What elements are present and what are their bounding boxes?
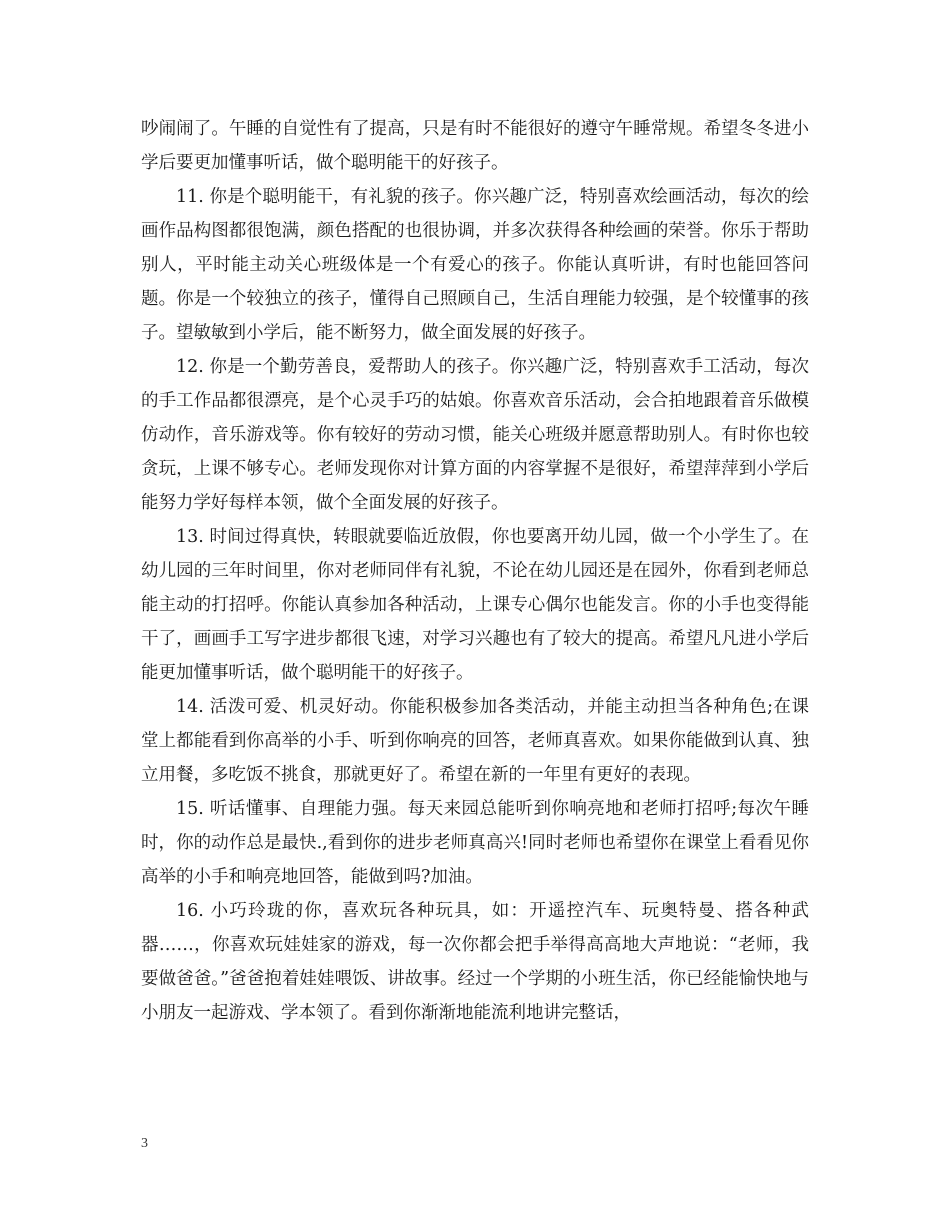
paragraph-continuation: 吵闹闹了。午睡的自觉性有了提高，只是有时不能很好的遵守午睡常规。希望冬冬进小学后要更加懂事听话，做个聪明能干的好孩子。 [141, 119, 809, 173]
page-number: 3 [141, 1136, 148, 1151]
document-body [141, 112, 809, 1030]
paragraph-item-16: 16. 小巧玲珑的你，喜欢玩各种玩具，如：开遥控汽车、玩奥特曼、搭各种武器……，你喜欢玩娃娃家的游戏，每一次你都会把手举得高高地大声地说：“老师，我要做爸爸。”爸爸抱着娃娃喂饭、讲故事。经过一个学期的小班生活，你已经能愉快地与小朋友一起游戏、学本领了。看到你渐渐地能流利地讲完整话， [141, 901, 809, 1023]
paragraph-item-11: 11. 你是个聪明能干，有礼貌的孩子。你兴趣广泛，特别喜欢绘画活动，每次的绘画作品构图都很饱满，颜色搭配的也很协调，并多次获得各种绘画的荣誉。你乐于帮助别人，平时能主动关心班级体是一个有爱心的孩子。你能认真听讲，有时也能回答问题。你是一个较独立的孩子，懂得自己照顾自己，生活自理能力较强，是个较懂事的孩子。望敏敏到小学后，能不断努力，做全面发展的好孩子。 [141, 187, 809, 343]
paragraph-item-12: 12. 你是一个勤劳善良，爱帮助人的孩子。你兴趣广泛，特别喜欢手工活动，每次的手工作品都很漂亮，是个心灵手巧的姑娘。你喜欢音乐活动，会合拍地跟着音乐做模仿动作，音乐游戏等。你有较好的劳动习惯，能关心班级并愿意帮助别人。有时你也较贪玩，上课不够专心。老师发现你对计算方面的内容掌握不是很好，希望萍萍到小学后能努力学好每样本领，做个全面发展的好孩子。 [141, 357, 809, 513]
paragraph-item-14: 14. 活泼可爱、机灵好动。你能积极参加各类活动，并能主动担当各种角色;在课堂上都能看到你高举的小手、听到你响亮的回答，老师真喜欢。如果你能做到认真、独立用餐，多吃饭不挑食，那就更好了。希望在新的一年里有更好的表现。 [141, 697, 809, 785]
paragraph-item-13: 13. 时间过得真快，转眼就要临近放假，你也要离开幼儿园，做一个小学生了。在幼儿园的三年时间里，你对老师同伴有礼貌，不论在幼儿园还是在园外，你看到老师总能主动的打招呼。你能认真参加各种活动，上课专心偶尔也能发言。你的小手也变得能干了，画画手工写字进步都很飞速，对学习兴趣也有了较大的提高。希望凡凡进小学后能更加懂事听话，做个聪明能干的好孩子。 [141, 527, 809, 683]
paragraph-item-15: 15. 听话懂事、自理能力强。每天来园总能听到你响亮地和老师打招呼;每次午睡时，你的动作总是最快.,看到你的进步老师真高兴!同时老师也希望你在课堂上看看见你高举的小手和响亮地回答，能做到吗?加油。 [141, 799, 809, 887]
